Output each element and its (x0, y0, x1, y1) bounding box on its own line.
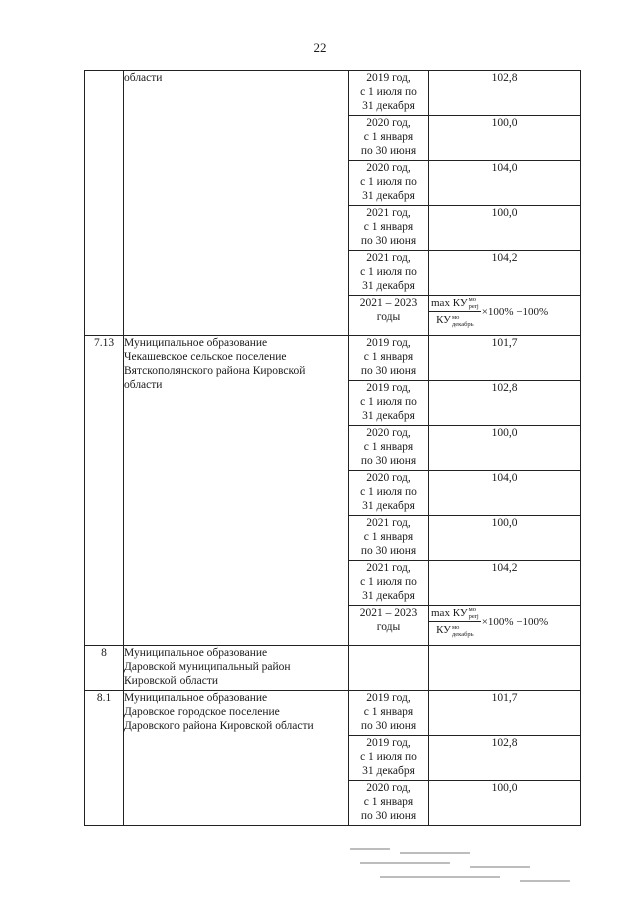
period-cell: 2019 год, с 1 января по 30 июня (349, 691, 429, 736)
index-value: 101,7 (429, 336, 581, 381)
table-row (85, 336, 581, 381)
row-number (85, 71, 124, 336)
row-number: 8.1 (85, 691, 124, 826)
index-formula: max КУ мо perj КУ мо декабрь ×100% −100% (431, 296, 549, 328)
index-value: 102,8 (429, 381, 581, 426)
index-value: 100,0 (429, 516, 581, 561)
period-cell: 2020 год, с 1 января по 30 июня (349, 116, 429, 161)
index-value: 100,0 (429, 781, 581, 826)
period-cell: 2021 – 2023 годы (349, 606, 429, 646)
period-cell (349, 646, 429, 691)
period-cell: 2020 год, с 1 января по 30 июня (349, 426, 429, 471)
index-value: 104,2 (429, 561, 581, 606)
period-cell: 2020 год, с 1 июля по 31 декабря (349, 161, 429, 206)
row-number: 8 (85, 646, 124, 691)
index-value: 104,0 (429, 161, 581, 206)
index-value: 100,0 (429, 426, 581, 471)
period-cell: 2021 год, с 1 января по 30 июня (349, 206, 429, 251)
period-cell: 2021 год, с 1 июля по 31 декабря (349, 561, 429, 606)
index-value: 102,8 (429, 71, 581, 116)
row-number: 7.13 (85, 336, 124, 646)
formula-cell (429, 296, 581, 336)
page-number: 22 (313, 40, 327, 55)
period-cell: 2019 год, с 1 января по 30 июня (349, 336, 429, 381)
table-row (85, 691, 581, 736)
period-cell: 2021 год, с 1 января по 30 июня (349, 516, 429, 561)
index-value: 100,0 (429, 206, 581, 251)
municipality-name: Муниципальное образование Даровской муниципальный район Кировской области (124, 646, 349, 691)
municipality-name: Муниципальное образование Чекашевское сельское поселение Вятскополянского района Кировской области (124, 336, 349, 646)
scan-noise-mark (340, 840, 580, 895)
period-cell: 2021 – 2023 годы (349, 296, 429, 336)
index-value: 102,8 (429, 736, 581, 781)
index-value (429, 646, 581, 691)
period-cell: 2020 год, с 1 января по 30 июня (349, 781, 429, 826)
table-row (85, 646, 581, 691)
period-cell: 2019 год, с 1 июля по 31 декабря (349, 381, 429, 426)
period-cell: 2021 год, с 1 июля по 31 декабря (349, 251, 429, 296)
municipality-name: области (124, 71, 349, 336)
table-row (85, 71, 581, 116)
tariff-table (84, 70, 581, 826)
index-value: 104,2 (429, 251, 581, 296)
index-value: 104,0 (429, 471, 581, 516)
period-cell: 2019 год, с 1 июля по 31 декабря (349, 71, 429, 116)
index-value: 101,7 (429, 691, 581, 736)
municipality-name: Муниципальное образование Даровское городское поселение Даровского района Кировской области (124, 691, 349, 826)
period-cell: 2020 год, с 1 июля по 31 декабря (349, 471, 429, 516)
formula-cell (429, 606, 581, 646)
period-cell: 2019 год, с 1 июля по 31 декабря (349, 736, 429, 781)
index-value: 100,0 (429, 116, 581, 161)
index-formula: max КУ мо perj КУ мо декабрь ×100% −100% (431, 606, 549, 638)
